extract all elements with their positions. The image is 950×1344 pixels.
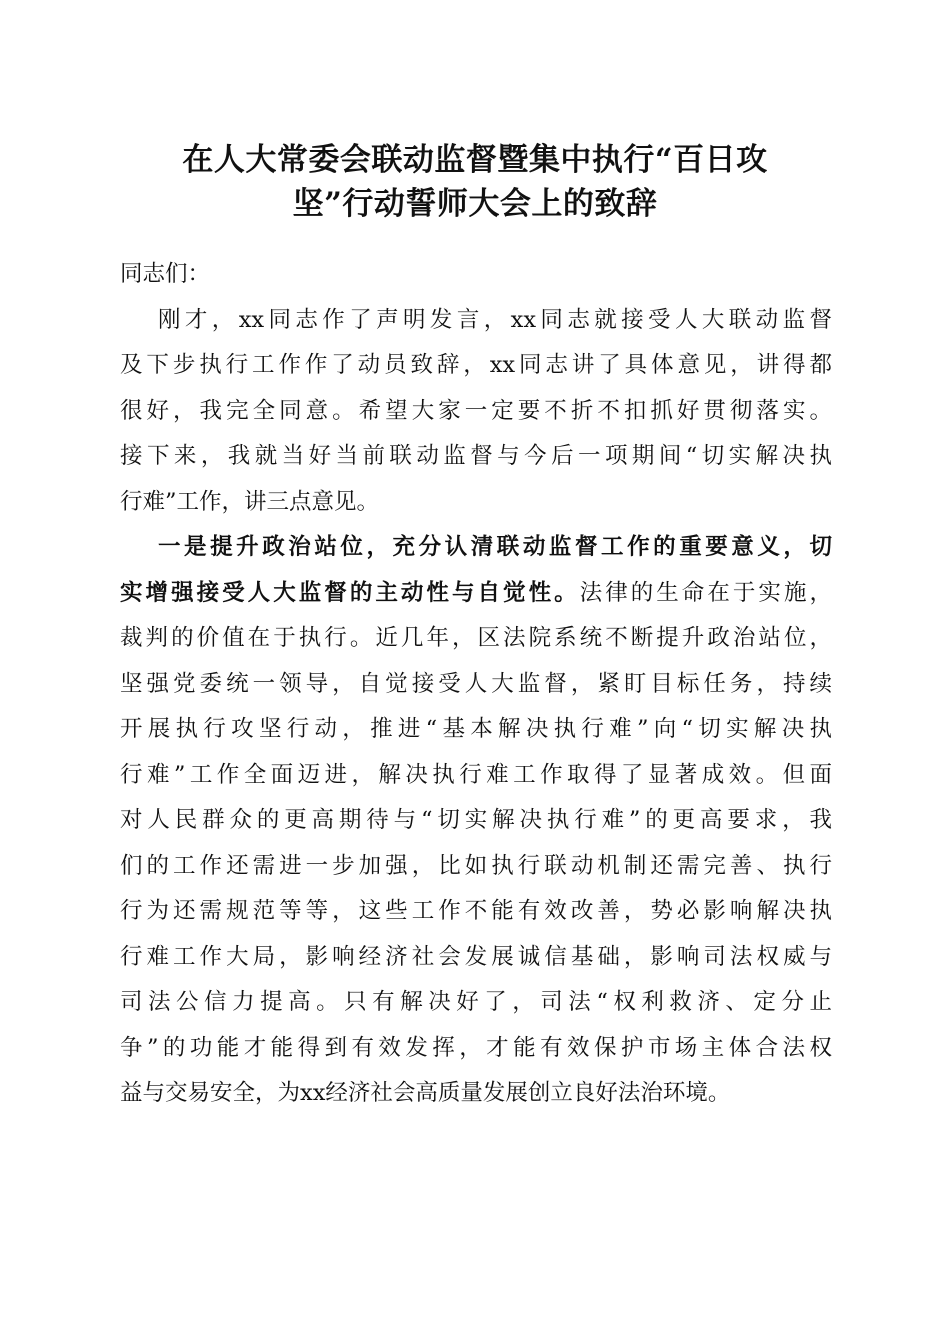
paragraph-2-line-4: 坚强党委统一领导，自觉接受人大监督，紧盯目标任务，持续 [120, 670, 832, 697]
paragraph-2-heading-line-1: 一是提升政治站位，充分认清联动监督工作的重要意义，切 [158, 534, 832, 560]
paragraph-1-line-1: 刚才，xx同志作了声明发言，xx同志就接受人大联动监督 [158, 306, 832, 333]
paragraph-2-line-8: 们的工作还需进一步加强，比如执行联动机制还需完善、执行 [120, 852, 832, 879]
paragraph-2-line-2 [120, 571, 832, 617]
document-title [118, 138, 832, 226]
paragraph-2-line-3: 裁判的价值在于执行。近几年，区法院系统不断提升政治站位， [120, 625, 832, 651]
paragraph-2-line-12: 争”的功能才能得到有效发挥，才能有效保护市场主体合法权 [120, 1034, 832, 1061]
paragraph-1-line-5: 行难”工作，讲三点意见。 [120, 488, 380, 515]
paragraph-1-line-3: 很好，我完全同意。希望大家一定要不折不扣抓好贯彻落实。 [120, 397, 832, 424]
paragraph-1-line-4: 接下来，我就当好当前联动监督与今后一项期间“切实解决执 [120, 443, 832, 469]
paragraph-2-line-2-rest: 法律的生命在于实施， [579, 579, 832, 606]
salutation: 同志们： [120, 261, 211, 287]
paragraph-2-line-10: 行难工作大局，影响经济社会发展诚信基础，影响司法权威与 [120, 943, 832, 970]
title-line-2: 坚”行动誓师大会上的致辞 [292, 186, 658, 222]
paragraph-1-line-2: 及下步执行工作作了动员致辞，xx同志讲了具体意见，讲得都 [120, 352, 832, 378]
paragraph-2-line-11: 司法公信力提高。只有解决好了，司法“权利救济、定分止 [120, 989, 832, 1015]
paragraph-2-line-6: 行难”工作全面迈进，解决执行难工作取得了显著成效。但面 [120, 761, 832, 788]
document-body [120, 252, 832, 1117]
paragraph-2-heading-line-2: 实增强接受人大监督的主动性与自觉性。 [120, 579, 580, 606]
paragraph-2-line-9: 行为还需规范等等，这些工作不能有效改善，势必影响解决执 [120, 898, 832, 924]
paragraph-2-line-5: 开展执行攻坚行动，推进“基本解决执行难”向“切实解决执 [120, 716, 832, 742]
paragraph-2-line-7: 对人民群众的更高期待与“切实解决执行难”的更高要求，我 [120, 807, 832, 833]
paragraph-2-line-13: 益与交易安全，为xx经济社会高质量发展创立良好法治环境。 [120, 1080, 731, 1106]
title-line-1: 在人大常委会联动监督暨集中执行“百日攻 [182, 142, 768, 178]
